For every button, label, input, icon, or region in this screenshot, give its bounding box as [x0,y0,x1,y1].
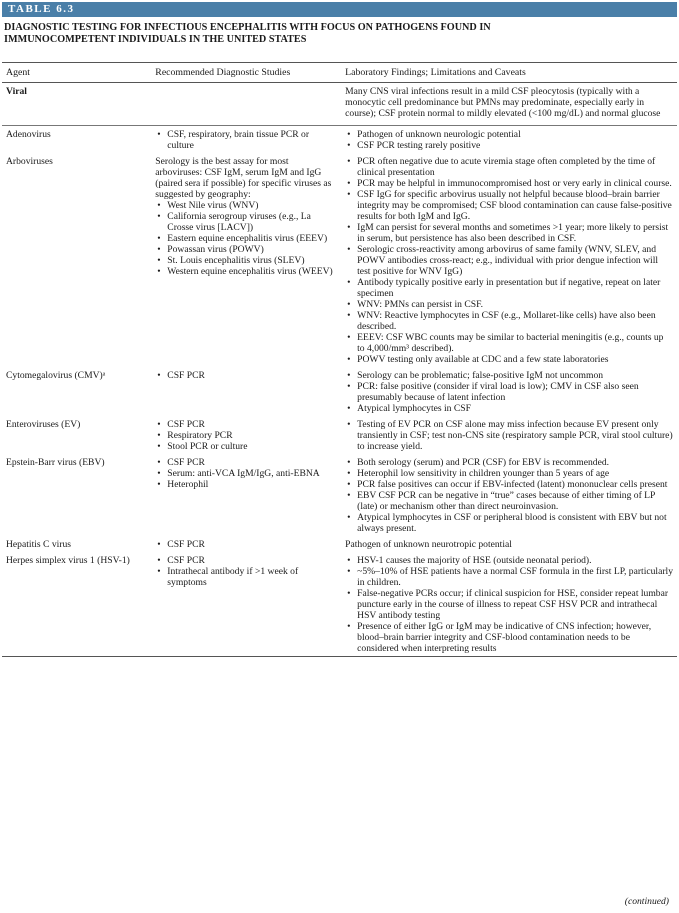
studies-list [155,200,337,277]
agent-cell: Viral [6,86,27,97]
list-item: • PCR: false positive (consider if viral load is low); CMV in CSF also seen presumably because of latent infection [357,381,673,403]
caption-line-1: DIAGNOSTIC TESTING FOR INFECTIOUS ENCEPHALITIS WITH FOCUS ON PATHOGENS FOUND IN [4,22,491,33]
list-item: • IgM can persist for several months and sometimes >1 year; more likely to persist in serum, but persistence has also been described in CSF. [357,222,673,244]
findings-list [345,457,673,534]
caption-line-2: IMMUNOCOMPETENT INDIVIDUALS IN THE UNITED STATES [4,34,307,45]
header-agent: Agent [2,63,151,83]
list-item: • Both serology (serum) and PCR (CSF) for EBV is recommended. [357,457,673,468]
list-item: • Antibody typically positive early in presentation but if negative, repeat on later specimen [357,277,673,299]
table-row [2,416,677,454]
list-item: • Atypical lymphocytes in CSF [357,403,673,414]
list-item: • Powassan virus (POWV) [167,244,337,255]
table-row [2,536,677,552]
header-findings: Laboratory Findings; Limitations and Caveats [341,63,677,83]
agent-cell: Epstein-Barr virus (EBV) [6,457,105,468]
list-item: • CSF, respiratory, brain tissue PCR or culture [167,129,337,151]
findings-cell: Many CNS viral infections result in a mild CSF pleocytosis (typically with a monocytic cell predominance but PMNs may predominate, especially early in course); CSF protein normal to mildly elevated (<100 mg/dL) and normal glucose [345,86,661,119]
diagnostic-table [2,62,677,657]
findings-list [345,129,673,151]
studies-list [155,419,337,452]
header-studies: Recommended Diagnostic Studies [151,63,341,83]
list-item: • CSF PCR [167,539,337,550]
table-row [2,126,677,154]
list-item: • Heterophil low sensitivity in children younger than 5 years of age [357,468,673,479]
list-item: • PCR often negative due to acute viremia stage often completed by the time of clinical presentation [357,156,673,178]
list-item: • Serum: anti-VCA IgM/IgG, anti-EBNA [167,468,337,479]
list-item: • Western equine encephalitis virus (WEEV) [167,266,337,277]
findings-list [345,555,673,654]
list-item: • CSF IgG for specific arbovirus usually not helpful because blood–brain barrier integrity may be compromised; CSF blood contamination can cause false-positive results for both IgM and IgG. [357,189,673,222]
list-item: • WNV: Reactive lymphocytes in CSF (e.g., Mollaret-like cells) have also been described. [357,310,673,332]
list-item: • Presence of either IgG or IgM may be indicative of CNS infection; however, blood–brain barrier integrity and CSF-blood contamination needs to be considered when interpreting results [357,621,673,654]
list-item: • California serogroup viruses (e.g., La Crosse virus [LACV]) [167,211,337,233]
continued-note: (continued) [624,896,669,907]
studies-intro: Serology is the best assay for most arboviruses: CSF IgM, serum IgM and IgG (paired sera if possible) for specific viruses as suggested by geography: [155,156,332,200]
studies-list [155,129,337,151]
list-item: • EEEV: CSF WBC counts may be similar to bacterial meningitis (e.g., counts up to 4,000/mm³ described). [357,332,673,354]
findings-list [345,156,673,365]
list-item: • CSF PCR [167,419,337,430]
table-label: TABLE 6.3 [2,2,677,17]
list-item: • PCR false positives can occur if EBV-infected (latent) mononuclear cells present [357,479,673,490]
agent-cell: Herpes simplex virus 1 (HSV-1) [2,552,151,657]
list-item: • CSF PCR testing rarely positive [357,140,673,151]
list-item: • EBV CSF PCR can be negative in “true” cases because of either timing of LP (late) or mechanism other than direct neuroinvasion. [357,490,673,512]
studies-list [155,539,337,550]
list-item: • POWV testing only available at CDC and a few state laboratories [357,354,673,365]
list-item: • Atypical lymphocytes in CSF or peripheral blood is consistent with EBV but not always present. [357,512,673,534]
table-row [2,367,677,416]
studies-list [155,457,337,490]
list-item: • Eastern equine encephalitis virus (EEEV) [167,233,337,244]
agent-cell: Cytomegalovirus (CMV)ᵃ [6,370,106,381]
table-row [2,153,677,367]
list-item: • Respiratory PCR [167,430,337,441]
table-caption [4,22,664,46]
list-item: • ~5%–10% of HSE patients have a normal CSF formula in the first LP, particularly in children. [357,566,673,588]
list-item: • Stool PCR or culture [167,441,337,452]
table-row [2,454,677,536]
list-item: • St. Louis encephalitis virus (SLEV) [167,255,337,266]
agent-cell: Enteroviruses (EV) [6,419,81,430]
list-item: • West Nile virus (WNV) [167,200,337,211]
findings-cell: Pathogen of unknown neurotropic potential [345,539,512,550]
list-item: • Heterophil [167,479,337,490]
findings-list [345,370,673,414]
list-item: • HSV-1 causes the majority of HSE (outside neonatal period). [357,555,673,566]
list-item: • PCR may be helpful in immunocompromised host or very early in clinical course. [357,178,673,189]
list-item: • Pathogen of unknown neurologic potential [357,129,673,140]
list-item: • False-negative PCRs occur; if clinical suspicion for HSE, consider repeat lumbar puncture early in the course of illness to repeat CSF HSV PCR and intrathecal HSV antibody testing [357,588,673,621]
list-item: • CSF PCR [167,555,337,566]
agent-cell: Hepatitis C virus [6,539,72,550]
list-item: • Testing of EV PCR on CSF alone may miss infection because EV present only transiently in CSF; test non-CNS site (respiratory sample PCR, viral stool culture) to increase yield. [357,419,673,452]
list-item: • CSF PCR [167,370,337,381]
studies-list [155,370,337,381]
list-item: • Serology can be problematic; false-positive IgM not uncommon [357,370,673,381]
studies-list [155,555,337,588]
list-item: • CSF PCR [167,457,337,468]
list-item: • Intrathecal antibody if >1 week of symptoms [167,566,337,588]
agent-cell: Arboviruses [6,156,53,167]
list-item: • Serologic cross-reactivity among arbovirus of same family (WNV, SLEV, and POWV antibodies cross-react; e.g., individual with prior dengue infection will test positive for WNV IgG) [357,244,673,277]
findings-list [345,419,673,452]
list-item: • WNV: PMNs can persist in CSF. [357,299,673,310]
table-row [2,552,677,657]
table-row [2,83,677,126]
agent-cell: Adenovirus [2,126,151,154]
